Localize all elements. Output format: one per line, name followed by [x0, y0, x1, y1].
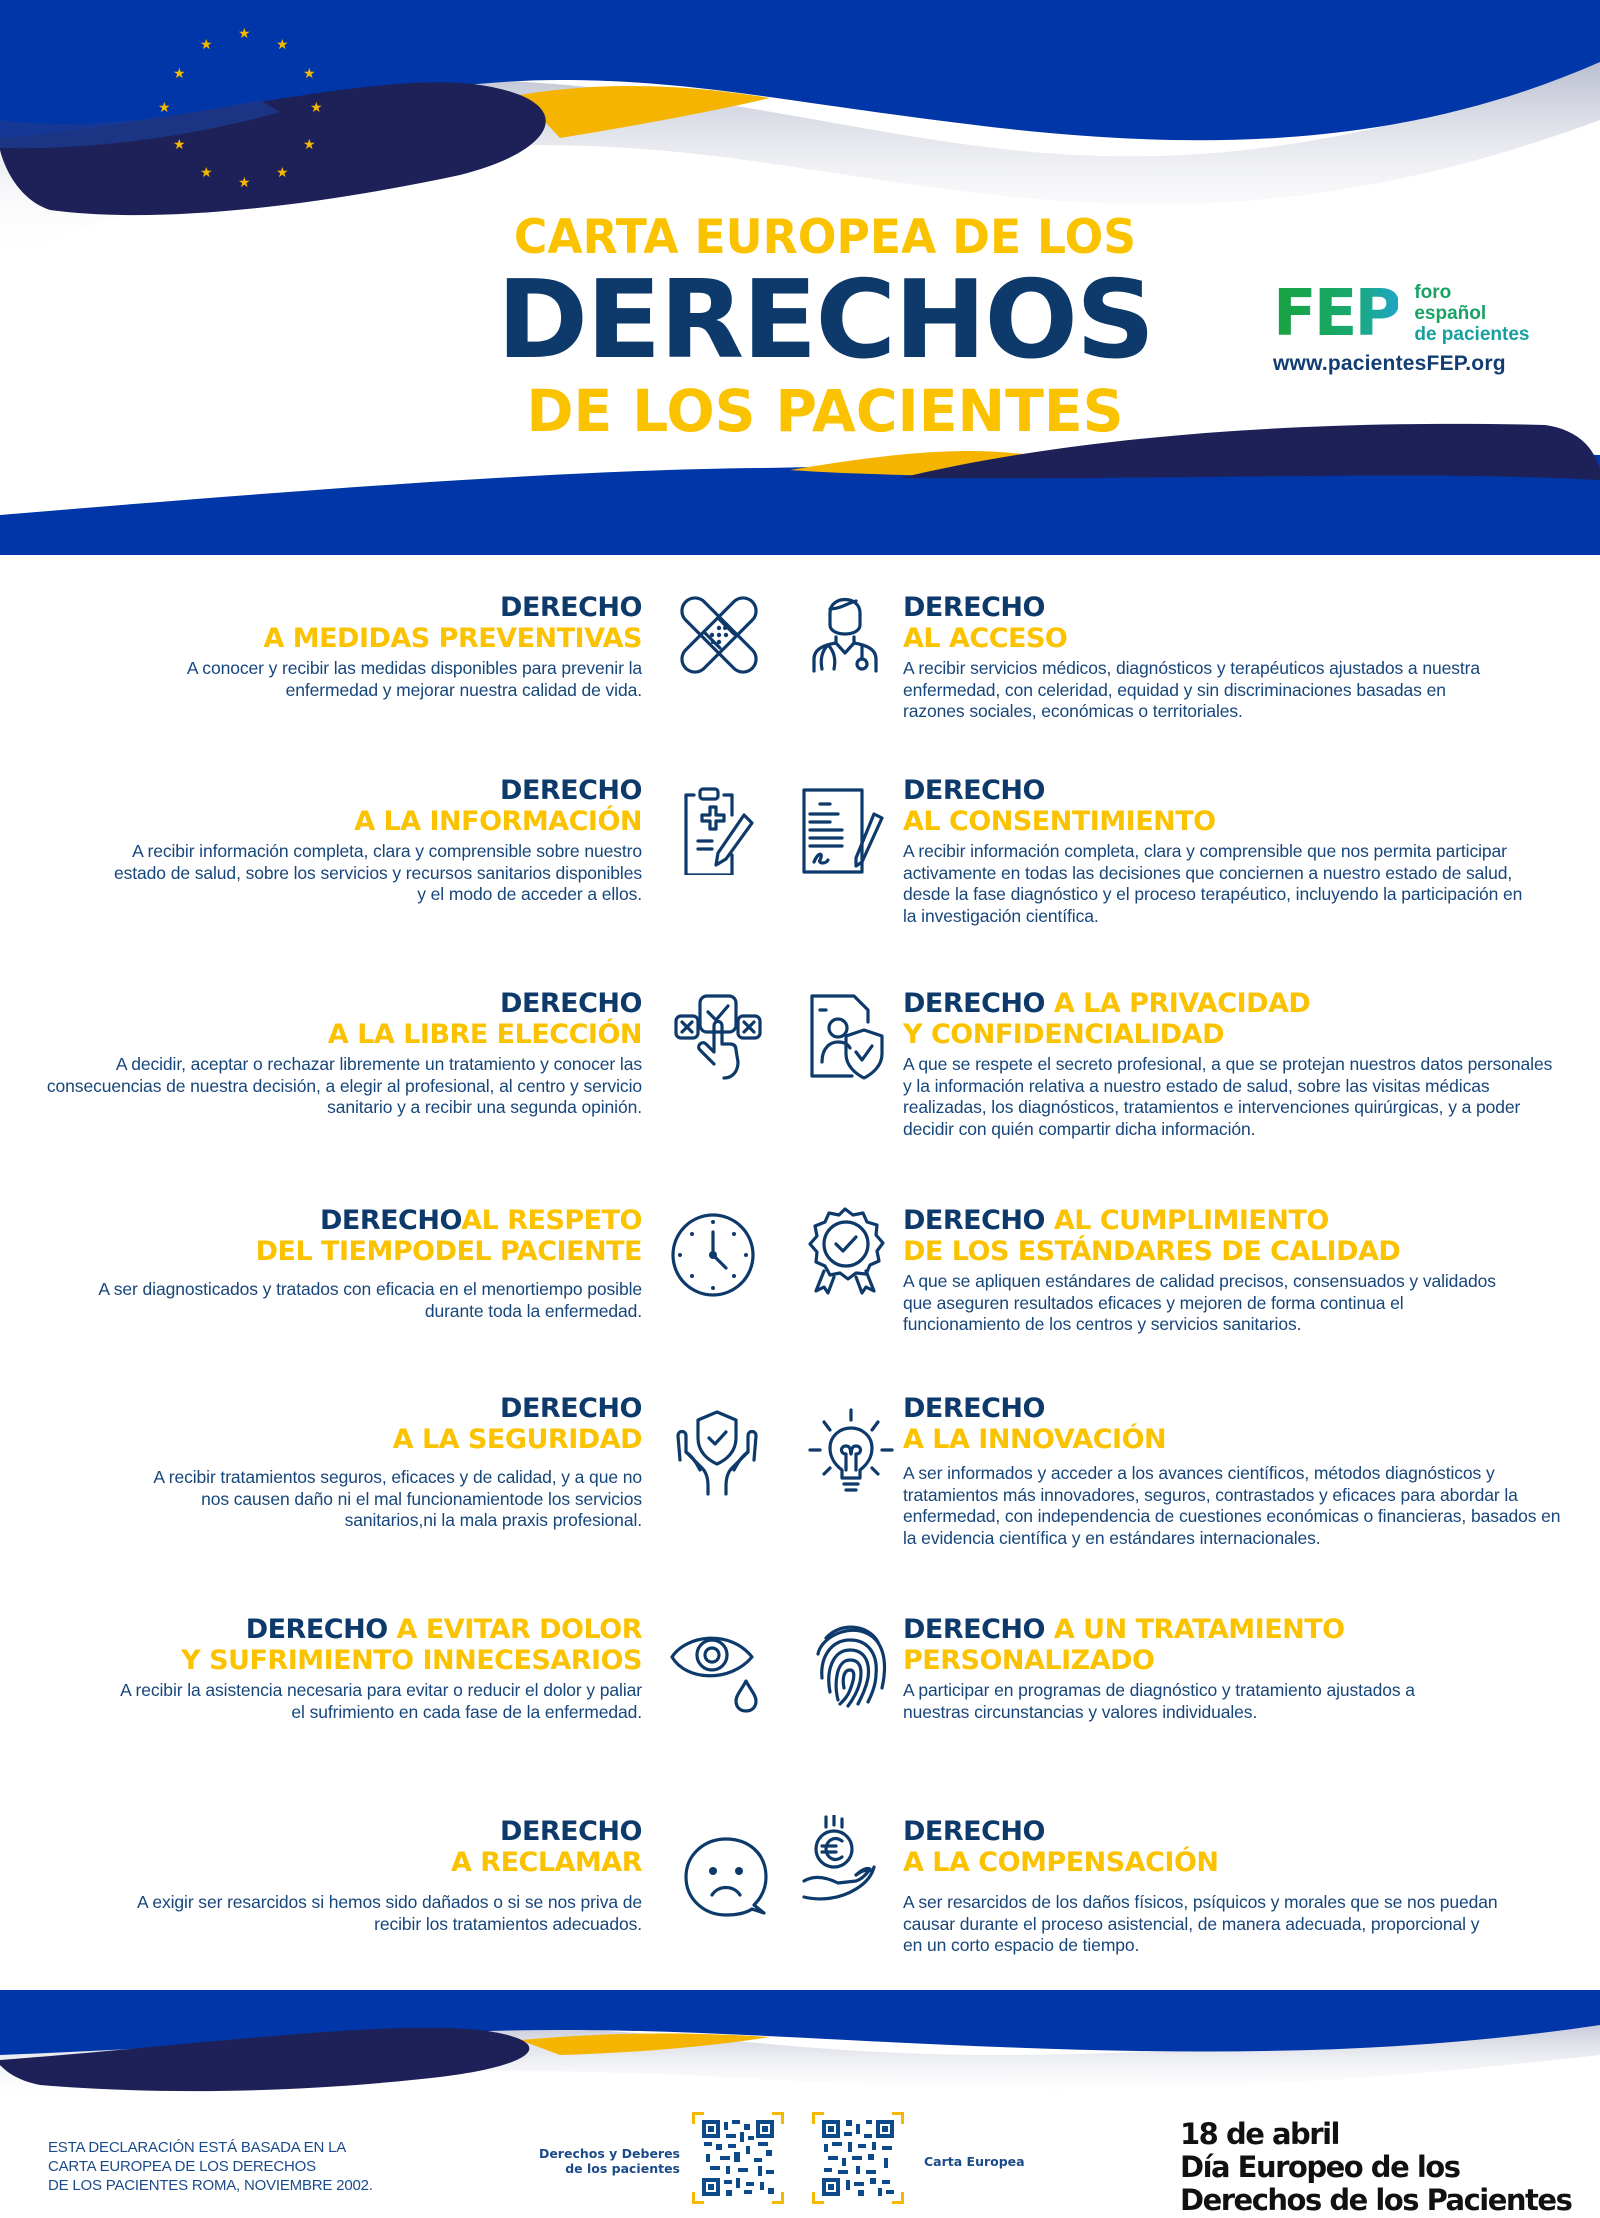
star-icon: ★ [303, 65, 316, 81]
title-bottom-line: DE LOS PACIENTES [526, 377, 1124, 445]
right-acceso: DERECHO AL ACCESO A recibir servicios médicos, diagnósticos y terapéuticos ajustados a nuestra enfermedad, con celeridad, equidad y sin discriminaciones basadas en razones sociales, económicas o territoriales. [903, 592, 1480, 721]
star-icon: ★ [200, 164, 213, 180]
star-icon: ★ [238, 25, 251, 41]
choice-hand-icon [674, 992, 764, 1082]
qr-code-carta-europea[interactable] [812, 2112, 904, 2204]
eu-stars [0, 0, 400, 200]
star-icon: ★ [173, 136, 186, 152]
fep-website-link[interactable]: www.pacientesFEP.org [1273, 352, 1506, 375]
doctor-icon [800, 585, 890, 675]
footer-flag-wave-graphic [0, 1985, 1600, 2105]
right-personalizado: DERECHO A UN TRATAMIENTO PERSONALIZADO A participar en programas de diagnóstico y tratamiento ajustados a nuestras circunstancias y valores individuales. [903, 1614, 1415, 1722]
declaration-note: ESTA DECLARACIÓN ESTÁ BASADA EN LA CARTA EUROPEA DE LOS DERECHOS DE LOS PACIENTES ROMA, NOVIEMBRE 2002. [48, 2139, 373, 2194]
right-innovacion: DERECHO A LA INNOVACIÓN A ser informados y acceder a los avances científicos, métodos diagnósticos y tratamientos más innovadores, seguros, contrastados y eficaces para abordar la enfermedad, con independencia de cuestiones económicas o financieras, basados en la evidencia científica y en estándares internacionales. [903, 1393, 1561, 1548]
right-reclamar: DERECHO A RECLAMAR A exigir ser resarcidos si hemos sido dañados o si se nos priva de recibir los tratamientos adecuados. [136, 1816, 642, 1934]
star-icon: ★ [276, 164, 289, 180]
fep-logo-name: foro español de pacientes [1414, 282, 1530, 345]
qr-label-derechos-deberes: Derechos y Deberes de los pacientes [538, 2146, 680, 2176]
qr-code-icon [702, 2120, 774, 2196]
euro-hand-icon [800, 1815, 890, 1905]
header-banner [0, 0, 1600, 555]
right-informacion: DERECHO A LA INFORMACIÓN A recibir información completa, clara y comprensible sobre nuestro estado de salud, sobre los servicios y recursos sanitarios disponibles y el modo de acceder a ellos. [114, 775, 642, 904]
right-privacidad: DERECHO A LA PRIVACIDAD Y CONFIDENCIALIDAD A que se respete el secreto profesional, a que se protejan nuestros datos personales y la información relativa a nuestro estado de salud, sobre las visitas médicas realizadas, los diagnósticos, tratamientos e intervenciones quirúrgicas, y a poder decidir con quién compartir dicha información. [903, 988, 1553, 1139]
right-calidad: DERECHO AL CUMPLIMIENTO DE LOS ESTÁNDARES DE CALIDAD A que se apliquen estándares de calidad precisos, consensuados y validados que aseguren resultados eficaces y mejoren de forma continua el funcionamiento de los centros y servicios sanitarios. [903, 1205, 1496, 1334]
star-icon: ★ [158, 99, 171, 115]
right-consentimiento: DERECHO AL CONSENTIMIENTO A recibir información completa, clara y comprensible que nos permita participar activamente en todas las decisiones que conciernen a nuestro estado de salud, desde la fase diagnóstico y el proceso terapéutico, incluyendo la participación en la investigación científica. [903, 775, 1523, 926]
clipboard-icon [672, 785, 762, 875]
qr-code-derechos-deberes[interactable] [692, 2112, 784, 2204]
lightbulb-icon [806, 1408, 896, 1498]
hands-shield-icon [672, 1408, 762, 1498]
sad-speech-bubble-icon [680, 1835, 770, 1925]
star-icon: ★ [238, 174, 251, 190]
right-tiempo: DERECHOAL RESPETO DEL TIEMPODEL PACIENTE A ser diagnosticados y tratados con eficacia en el menortiempo posible durante toda la enfermedad. [98, 1205, 642, 1321]
right-libre-eleccion: DERECHO A LA LIBRE ELECCIÓN A decidir, aceptar o rechazar libremente un tratamiento y conocer las consecuencias de nuestra decisión, a elegir al profesional, al centro y servicio sanitario y a recibir una segunda opinión. [46, 988, 642, 1117]
right-preventivas: DERECHO A MEDIDAS PREVENTIVAS A conocer y recibir las medidas disponibles para prevenir la enfermedad y mejorar nuestra calidad de vida. [186, 592, 642, 700]
star-icon: ★ [303, 136, 316, 152]
title-main-line: DERECHOS [496, 258, 1154, 383]
tear-eye-icon [670, 1625, 760, 1715]
page-title [455, 210, 1195, 446]
right-dolor: DERECHO A EVITAR DOLOR Y SUFRIMIENTO INNECESARIOS A recibir la asistencia necesaria para evitar o reducir el dolor y paliar el sufrimiento en cada fase de la enfermedad. [120, 1614, 642, 1722]
star-icon: ★ [173, 65, 186, 81]
privacy-shield-icon [808, 992, 898, 1082]
signed-document-icon [800, 788, 890, 878]
right-seguridad: DERECHO A LA SEGURIDAD A recibir tratamientos seguros, eficaces y de calidad, y a que no nos causen daño ni el mal funcionamientode los servicios sanitarios,ni la mala praxis profesional. [153, 1393, 642, 1530]
clock-icon [668, 1210, 758, 1300]
qr-code-icon [822, 2120, 894, 2196]
fep-logo [1273, 277, 1573, 376]
bandage-icon [674, 590, 764, 680]
fingerprint-icon [806, 1618, 896, 1708]
right-compensacion: DERECHO A LA COMPENSACIÓN A ser resarcidos de los daños físicos, psíquicos y morales que se nos puedan causar durante el proceso asistencial, de manera adecuada, proporcional y en un corto espacio de tiempo. [903, 1816, 1498, 1955]
star-icon: ★ [200, 36, 213, 52]
star-icon: ★ [276, 36, 289, 52]
quality-badge-icon [800, 1205, 890, 1295]
european-day-announcement: 18 de abril Día Europeo de los Derechos de los Pacientes [1180, 2117, 1572, 2217]
fep-logo-mark: FEP [1273, 277, 1399, 351]
qr-label-carta-europea: Carta Europea [924, 2154, 1025, 2169]
title-top-line: CARTA EUROPEA DE LOS [513, 210, 1137, 265]
star-icon: ★ [310, 99, 323, 115]
